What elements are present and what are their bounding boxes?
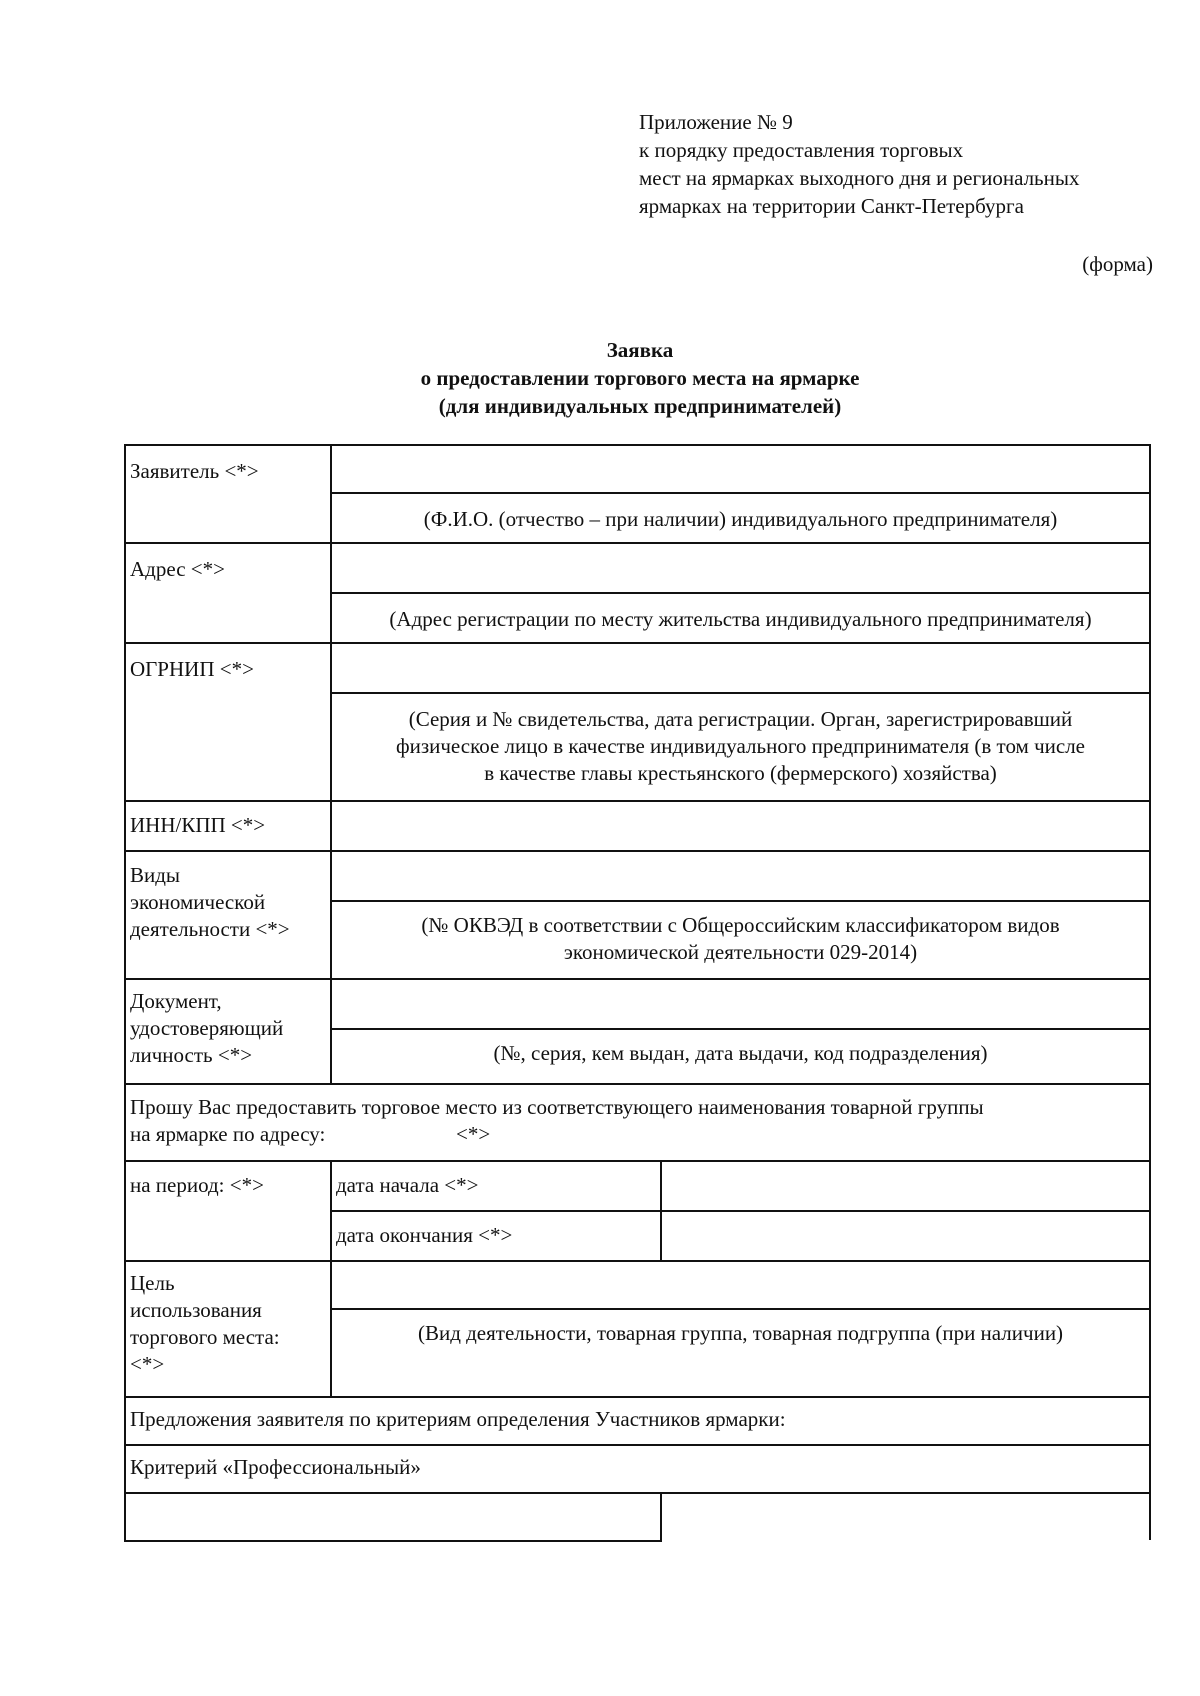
- request-text: Прошу Вас предоставить торговое место из соответствующего наименования товарной группы на ярмарке по адресу:: [130, 1095, 984, 1146]
- table-rule: [124, 444, 1151, 446]
- applicant-label: Заявитель <*>: [130, 459, 259, 483]
- application-table: [124, 444, 1151, 1542]
- table-rule: [330, 1028, 1151, 1030]
- title-line: Заявка: [606, 338, 674, 362]
- table-rule: [330, 900, 1151, 902]
- title-line: (для индивидуальных предпринимателей): [438, 394, 842, 418]
- activity-label: Виды экономической деятельности <*>: [130, 863, 290, 941]
- ogrnip-label: ОГРНИП <*>: [130, 657, 254, 681]
- table-rule: [660, 1160, 662, 1260]
- table-rule: [124, 1396, 1151, 1398]
- period-end-label: дата окончания <*>: [336, 1223, 513, 1247]
- table-rule: [124, 1444, 1151, 1446]
- proposals-label: Предложения заявителя по критериям определения Участников ярмарки:: [130, 1407, 786, 1431]
- period-start-label: дата начала <*>: [336, 1173, 479, 1197]
- annex-line: ярмарках на территории Санкт-Петербурга: [639, 194, 1024, 218]
- table-rule: [330, 592, 1151, 594]
- criterion-label: Критерий «Профессиональный»: [130, 1455, 421, 1479]
- activity-hint: (№ ОКВЭД в соответствии с Общероссийским классификатором видов экономической деятельности 029-2014): [421, 913, 1060, 964]
- applicant-hint: (Ф.И.О. (отчество – при наличии) индивидуального предпринимателя): [423, 507, 1058, 531]
- annex-line: к порядку предоставления торговых: [639, 138, 964, 162]
- table-rule: [124, 1083, 1151, 1085]
- purpose-label: Цель использования торгового места: <*>: [130, 1271, 280, 1376]
- table-rule: [330, 492, 1151, 494]
- ogrnip-hint: (Серия и № свидетельства, дата регистрации. Орган, зарегистрировавший физическое лицо в качестве индивидуального предпринимателя (в том числе в качестве главы крестьянского (фермерского) хозяйства): [395, 707, 1086, 785]
- document-title: [0, 336, 1200, 420]
- address-label: Адрес <*>: [130, 557, 225, 581]
- annex-line: мест на ярмарках выходного дня и региональных: [639, 166, 1080, 190]
- table-rule: [124, 1492, 1151, 1494]
- table-rule: [330, 1210, 1151, 1212]
- form-label: (форма): [1082, 252, 1153, 276]
- id-document-label: Документ, удостоверяющий личность <*>: [130, 989, 284, 1067]
- title-line: о предоставлении торгового места на ярмарке: [420, 366, 860, 390]
- id-document-hint: (№, серия, кем выдан, дата выдачи, код подразделения): [493, 1041, 988, 1065]
- inn-label: ИНН/КПП <*>: [130, 813, 266, 837]
- annex-line: Приложение № 9: [639, 110, 793, 134]
- table-rule: [330, 1160, 332, 1396]
- table-rule: [330, 692, 1151, 694]
- table-rule: [124, 542, 1151, 544]
- purpose-hint: (Вид деятельности, товарная группа, товарная подгруппа (при наличии): [417, 1321, 1064, 1345]
- table-rule: [124, 978, 1151, 980]
- table-rule: [660, 1492, 662, 1542]
- request-marker: <*>: [456, 1122, 491, 1146]
- table-rule: [124, 850, 1151, 852]
- table-rule: [124, 1260, 1151, 1262]
- annex-header: [639, 108, 1179, 220]
- table-rule: [124, 1540, 662, 1542]
- table-rule: [124, 1160, 1151, 1162]
- table-rule: [124, 800, 1151, 802]
- table-rule: [330, 1308, 1151, 1310]
- address-hint: (Адрес регистрации по месту жительства индивидуального предпринимателя): [389, 607, 1092, 631]
- table-rule: [124, 444, 126, 1542]
- period-label: на период: <*>: [130, 1173, 264, 1197]
- table-rule: [124, 642, 1151, 644]
